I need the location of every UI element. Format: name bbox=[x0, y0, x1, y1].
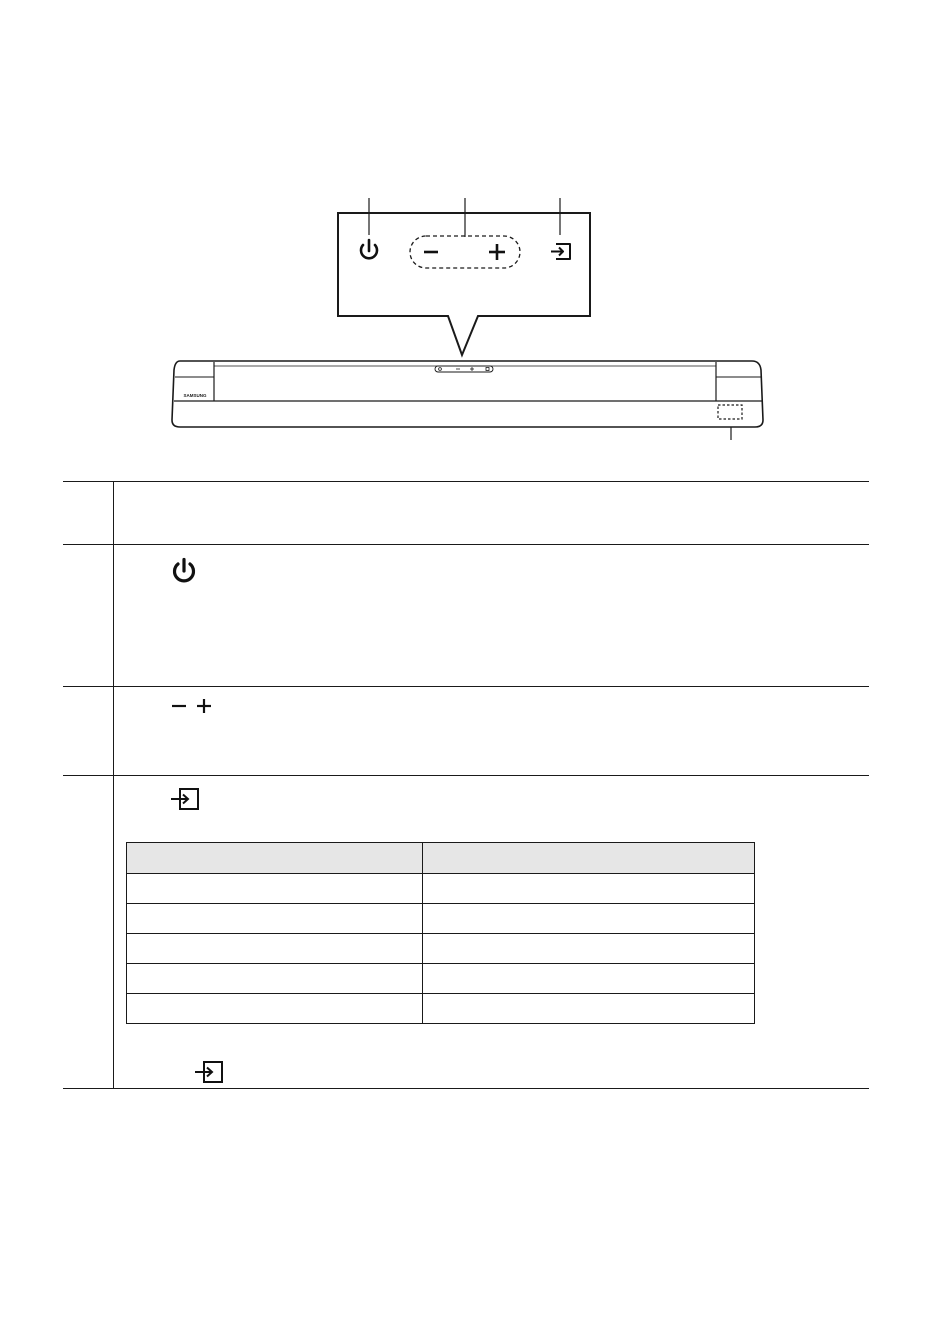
table-cell bbox=[127, 964, 423, 994]
table-rule-3 bbox=[63, 775, 869, 776]
table-cell bbox=[423, 994, 755, 1024]
table-cell bbox=[127, 904, 423, 934]
source-mode-table bbox=[126, 842, 755, 1024]
brand-logo: SAMSUNG bbox=[183, 393, 207, 398]
soundbar-top-panel bbox=[435, 366, 493, 372]
table-row bbox=[127, 964, 755, 994]
table-row bbox=[127, 904, 755, 934]
soundbar-diagram bbox=[0, 0, 933, 470]
table-rule-top bbox=[63, 481, 869, 482]
table-cell bbox=[127, 934, 423, 964]
source-icon bbox=[192, 1058, 226, 1086]
table-cell bbox=[423, 934, 755, 964]
table-row bbox=[127, 934, 755, 964]
table-cell bbox=[127, 874, 423, 904]
table-cell bbox=[423, 904, 755, 934]
table-header-cell bbox=[127, 843, 423, 874]
table-cell bbox=[127, 994, 423, 1024]
table-rule-2 bbox=[63, 686, 869, 687]
table-column-divider bbox=[113, 481, 114, 1088]
volume-up-icon bbox=[195, 698, 213, 714]
table-row bbox=[127, 994, 755, 1024]
table-cell bbox=[423, 964, 755, 994]
callout-panel bbox=[338, 213, 590, 355]
volume-down-icon bbox=[170, 698, 188, 714]
table-rule-bottom bbox=[63, 1088, 869, 1089]
table-header-cell bbox=[423, 843, 755, 874]
power-icon bbox=[170, 557, 198, 585]
source-icon bbox=[168, 785, 202, 813]
table-rule-1 bbox=[63, 544, 869, 545]
table-header-row bbox=[127, 843, 755, 874]
table-row bbox=[127, 874, 755, 904]
table-cell bbox=[423, 874, 755, 904]
